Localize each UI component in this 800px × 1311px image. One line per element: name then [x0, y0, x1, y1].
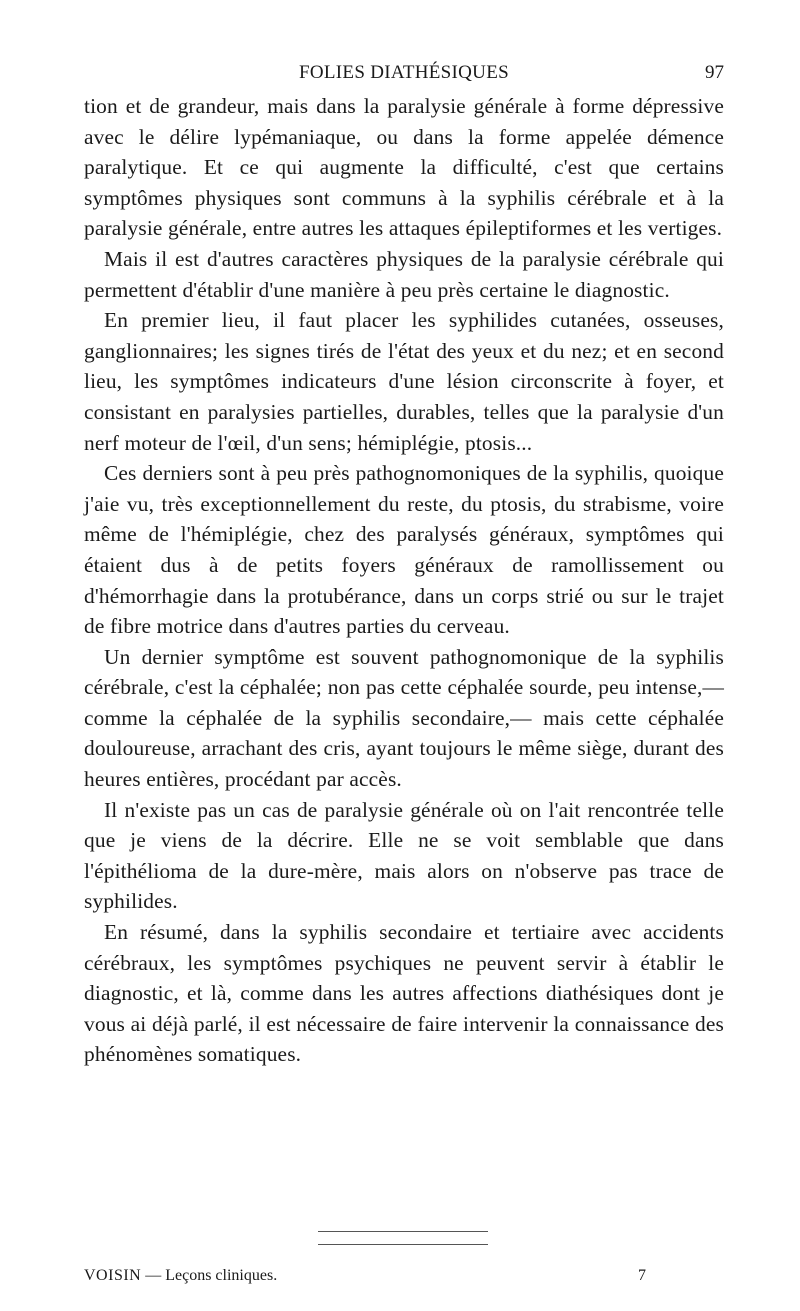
paragraph: Mais il est d'autres caractères physiques de la paralysie cérébrale qui permettent d'établir d'une manière à peu près certaine le diagnostic.: [84, 246, 724, 302]
paragraph: Ces derniers sont à peu près pathognomoniques de la syphilis, quoique j'aie vu, très exceptionnellement du reste, du ptosis, du strabisme, voire même de l'hémiplégie, chez des paralysés généraux, symptômes qui étaient dus à de petits foyers généraux de ramollissement ou d'hémorrhagie dans la protubérance, dans un corps strié ou sur le trajet de fibre motrice dans d'autres parties du cerveau.: [84, 461, 724, 639]
signature-mark: 7: [638, 1267, 646, 1284]
running-head: [84, 62, 724, 88]
chapter-title: FOLIES DIATHÉSIQUES: [299, 62, 509, 83]
footer-rule: [318, 1231, 488, 1232]
paragraph: Un dernier symptôme est souvent pathognomonique de la syphilis cérébrale, c'est la céphalée; non pas cette céphalée sourde, peu intense,— comme la céphalée de la syphilis secondaire,— mais cette céphalée douloureuse, arrachant des cris, ayant toujours le même siège, durant des heures entières, procédant par accès.: [84, 644, 724, 792]
paragraph: En résumé, dans la syphilis secondaire et tertiaire avec accidents cérébraux, les symptômes psychiques ne peuvent servir à établir le diagnostic, et là, comme dans les autres affections diathésiques dont je vous ai déjà parlé, il est nécessaire de faire intervenir la connaissance des phénomènes somatiques.: [84, 920, 724, 1067]
footer-rule: [318, 1244, 488, 1245]
paragraph: tion et de grandeur, mais dans la paralysie générale à forme dépressive avec le délire lypémaniaque, ou dans la forme appelée démence paralytique. Et ce qui augmente la difficulté, c'est que certains symptômes physiques sont communs à la syphilis cérébrale et à la paralysie générale, entre autres les attaques épileptiformes et les vertiges.: [84, 94, 724, 241]
footer-author: VOISIN: [84, 1267, 142, 1284]
footer-separator: —: [145, 1267, 162, 1284]
body-text: [84, 91, 724, 1070]
paragraph: En premier lieu, il faut placer les syphilides cutanées, osseuses, ganglionnaires; les signes tirés de l'état des yeux et du nez; et en second lieu, les symptômes indicateurs d'une lésion circonscrite à foyer, et consistant en paralysies partielles, durables, telles que la paralysie d'un nerf moteur de l'œil, d'un sens; hémiplégie, ptosis...: [84, 308, 724, 455]
paragraph: Il n'existe pas un cas de paralysie générale où on l'ait rencontrée telle que je viens de la décrire. Elle ne se voit semblable que dans l'épithélioma de la dure-mère, mais alors on n'observe pas trace de syphilides.: [84, 797, 724, 914]
page-number: 97: [705, 62, 724, 83]
footer: [84, 1267, 724, 1289]
footer-work-title: Leçons cliniques.: [165, 1267, 278, 1284]
